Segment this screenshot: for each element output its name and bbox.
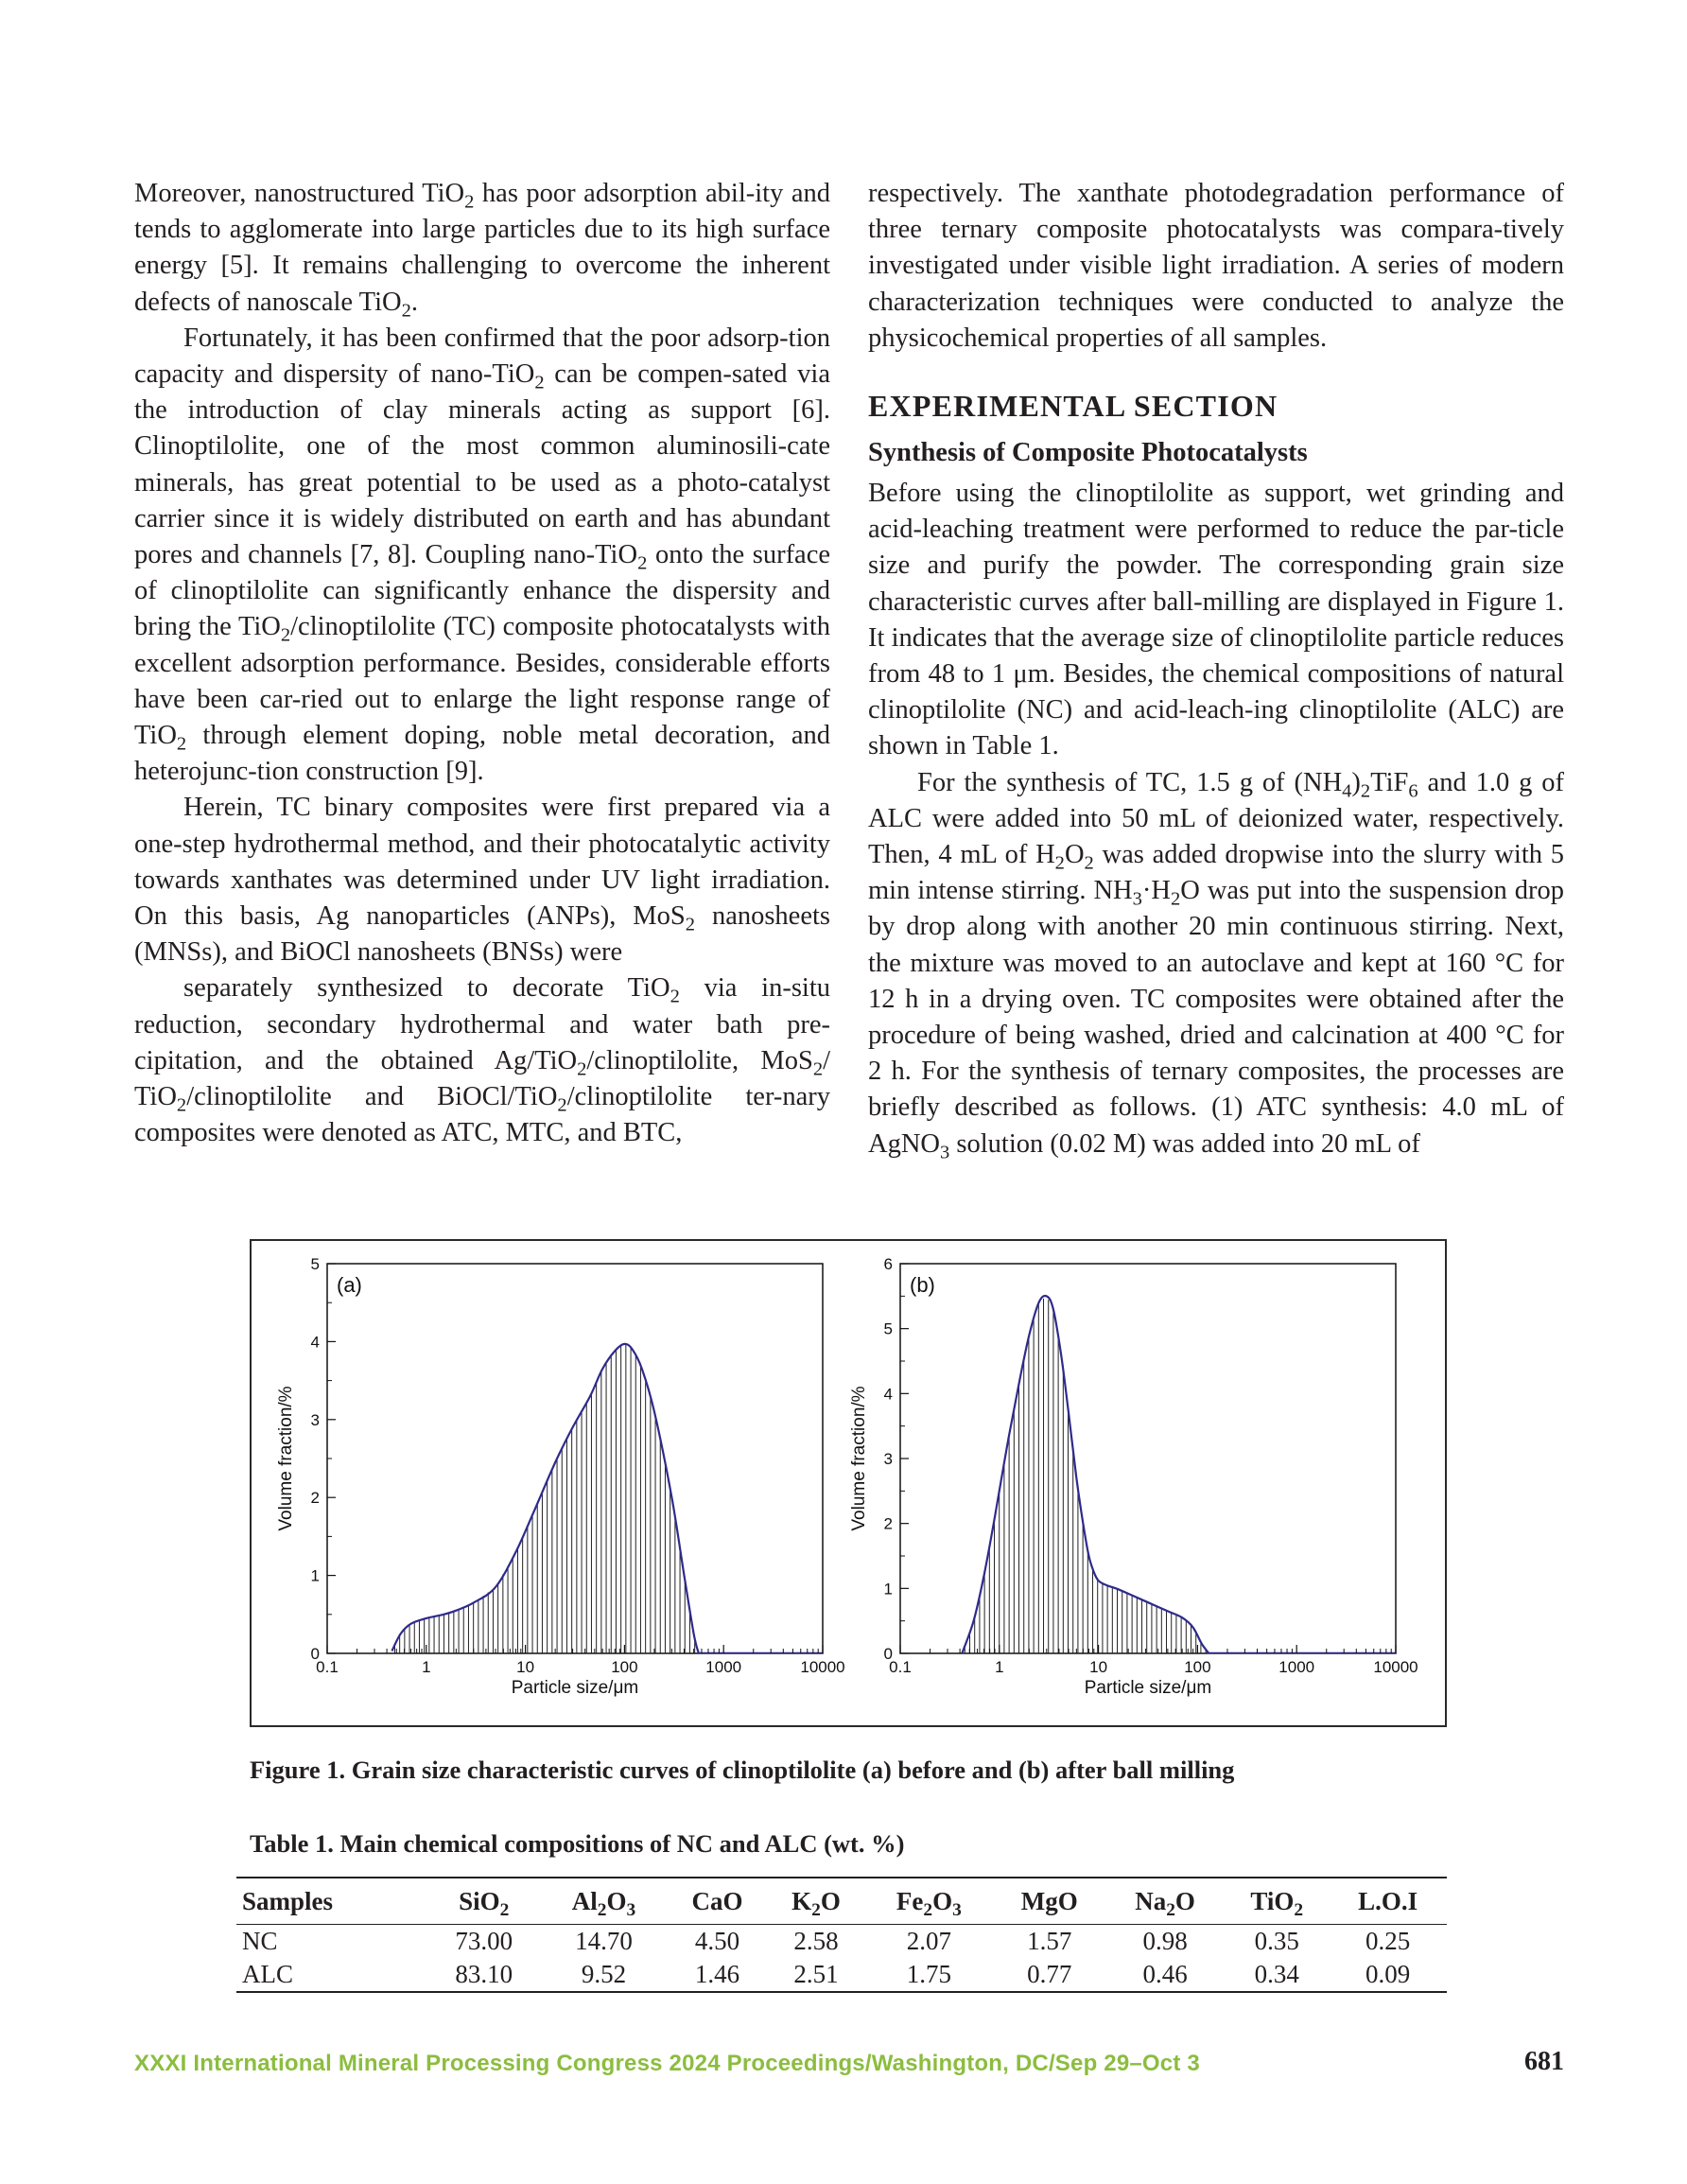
x-tick-label: 1000 (705, 1658, 742, 1676)
paragraph: separately synthesized to decorate TiO$_2$ via in-situ reduction, secondary hydrothermal and water bath pre-cipitation, and the obtained Ag/TiO$_2$/clinoptilolite, MoS$_2$/ TiO$_2$/clinoptilolite and BiOCl/TiO$_2$/clinoptilolite ter-nary composites were denoted as ATC, MTC, and BTC, (134, 973, 831, 1148)
table-cell: 1.75 (906, 1960, 951, 1988)
paragraph: For the synthesis of TC, 1.5 g of $(NH_4)_2TiF_6$ and 1.0 g of ALC were added into 50 mL of deionized water, respectively. Then, 4 mL of $H_2O_2$ was added dropwise into the slurry with 5 min intense stirring. $NH_3\cdot H_2O$ was put into the suspension drop by drop along with another 20 min continuous stirring. Next, the mixture was moved to an autoclave and kept at 160 °C for 12 h in a drying oven. TC composites were obtained after the procedure of being washed, dried and calcination at 400 °C for 2 h. For the synthesis of ternary composites, the processes are briefly described as follows. (1) ATC synthesis: 4.0 mL of AgNO$_3$ solution (0.02 M) was added into 20 mL of (868, 767, 1565, 1163)
y-tick-label: 6 (883, 1255, 893, 1273)
x-tick-label: 10 (1089, 1658, 1108, 1676)
paragraph: respectively. The xanthate photodegradation performance of three ternary composite photocatalysts was compara-tively investigated under visible light irradiation. A series of modern characterization techniques were conducted to analyze the physicochemical properties of all samples. (868, 179, 1564, 353)
table-cell: 73.00 (455, 1927, 513, 1955)
table-header-cell: TiO$_2$ (1250, 1886, 1304, 1920)
table-cell: 2.58 (793, 1927, 839, 1955)
paragraph: Before using the clinoptilolite as support, wet grinding and acid-leaching treatment were performed to reduce the par-ticle size and purify the powder. The corresponding grain size characteristic curves after ball-milling are displayed in Figure 1. It indicates that the average size of clinoptilolite particle reduces from 48 to 1 μm. Besides, the chemical compositions of natural clinoptilolite (NC) and acid-leach-ing clinoptilolite (ALC) are shown in Table 1. (868, 479, 1564, 761)
table-cell: 2.07 (906, 1927, 951, 1955)
table-cell: 0.09 (1365, 1960, 1411, 1988)
y-axis-title: Volume fraction/% (276, 1386, 296, 1531)
x-axis-title: Particle size/μm (511, 1678, 639, 1698)
y-tick-label: 5 (310, 1255, 320, 1273)
table-header-cell: SiO$_2$ (459, 1886, 510, 1920)
panel-label: (b) (910, 1273, 935, 1297)
y-tick-label: 0 (883, 1645, 893, 1663)
table-cell: 0.25 (1365, 1927, 1411, 1955)
y-tick-label: 2 (883, 1514, 893, 1533)
grain-size-charts (252, 1241, 1445, 1725)
table-header-cell: $K_2O$ (791, 1886, 841, 1920)
y-tick-label: 4 (883, 1385, 893, 1404)
y-tick-label: 1 (310, 1566, 320, 1585)
table-caption: Table 1. Main chemical compositions of NC and ALC (wt. %) (250, 1829, 905, 1858)
figure-caption: Figure 1. Grain size characteristic curves of clinoptilolite (a) before and (b) after ball milling (250, 1756, 1235, 1784)
table-header-cell: $Na_2O$ (1135, 1886, 1195, 1920)
x-tick-label: 10000 (800, 1658, 845, 1676)
table-cell: 2.51 (793, 1960, 839, 1988)
x-tick-label: 1 (995, 1658, 1004, 1676)
table-cell: 0.35 (1254, 1927, 1299, 1955)
x-tick-label: 100 (611, 1658, 638, 1676)
table-header-cell: $Fe_2O_3$ (896, 1886, 962, 1920)
x-tick-label: 10000 (1373, 1658, 1418, 1676)
panel-label: (a) (337, 1273, 362, 1297)
table-cell: 0.46 (1142, 1960, 1188, 1988)
x-tick-label: 100 (1184, 1658, 1211, 1676)
table-cell: ALC (242, 1960, 293, 1988)
figure-1 (250, 1239, 1447, 1727)
table-row (236, 1925, 1447, 1959)
y-tick-label: 5 (883, 1319, 893, 1338)
left-text-column (134, 176, 830, 1151)
right-text-column (868, 176, 1564, 1162)
page-number: 681 (1524, 2047, 1564, 2076)
x-tick-label: 1000 (1278, 1658, 1315, 1676)
x-tick-label: 1 (422, 1658, 431, 1676)
footer-conference: XXXI International Mineral Processing Congress 2024 Proceedings/Washington, DC/Sep 29–Oct 3 (134, 2051, 1200, 2076)
table-cell: 1.57 (1027, 1927, 1072, 1955)
table-header-cell: CaO (691, 1886, 743, 1915)
paragraph: Fortunately, it has been confirmed that the poor adsorp-tion capacity and dispersity of nano-TiO$_2$ can be compen-sated via the introduction of clay minerals acting as support [6]. Clinoptilolite, one of the most common aluminosili-cate minerals, has great potential to be used as a photo-catalyst carrier since it is widely distributed on earth and has abundant pores and channels [7, 8]. Coupling nano-TiO$_2$ onto the surface of clinoptilolite can significantly enhance the dispersity and bring the TiO$_2$/clinoptilolite (TC) composite photocatalysts with excellent adsorption performance. Besides, considerable efforts have been car-ried out to enlarge the light response range of TiO$_2$ through element doping, noble metal decoration, and heterojunc-tion construction [9]. (134, 323, 831, 787)
y-axis-title: Volume fraction/% (849, 1386, 869, 1531)
x-tick-label: 0.1 (889, 1658, 912, 1676)
composition-table (236, 1877, 1447, 1993)
x-tick-label: 10 (516, 1658, 535, 1676)
table-body (236, 1925, 1447, 1993)
y-tick-label: 3 (883, 1450, 893, 1468)
table-row (236, 1958, 1447, 1992)
y-tick-label: 4 (310, 1333, 320, 1352)
table-cell: 0.77 (1027, 1960, 1072, 1988)
y-tick-label: 2 (310, 1489, 320, 1508)
table-cell: NC (242, 1927, 278, 1955)
table-cell: 1.46 (694, 1960, 740, 1988)
table-header-cell: L.O.I (1358, 1886, 1418, 1915)
plot-frame (327, 1264, 823, 1653)
y-tick-label: 0 (310, 1645, 320, 1663)
plot-frame (900, 1264, 1396, 1653)
table-cell: 14.70 (575, 1927, 633, 1955)
table-cell: 9.52 (581, 1960, 627, 1988)
x-axis-title: Particle size/μm (1084, 1678, 1212, 1698)
paragraph: Herein, TC binary composites were first prepared via a one-step hydrothermal method, and their photocatalytic activity towards xanthates was determined under UV light irradiation. On this basis, Ag nanoparticles (ANPs), MoS$_2$ nanosheets (MNSs), and BiOCl nanosheets (BNSs) were (134, 793, 830, 968)
subsection-heading: Synthesis of Composite Photocatalysts (868, 438, 1308, 468)
table-header-cell: $Al_2O_3$ (571, 1886, 636, 1920)
table-cell: 0.98 (1142, 1927, 1188, 1955)
table-cell: 4.50 (694, 1927, 740, 1955)
y-tick-label: 1 (883, 1580, 893, 1599)
table-header-cell: Samples (242, 1886, 334, 1915)
table-header-cell: MgO (1020, 1886, 1078, 1915)
paragraph: Moreover, nanostructured TiO$_2$ has poor adsorption abil-ity and tends to agglomerate into large particles due to its high surface energy [5]. It remains challenging to overcome the inherent defects of nanoscale TiO$_2$. (134, 179, 830, 322)
table-header-row (236, 1878, 1447, 1925)
table-cell: 0.34 (1254, 1960, 1299, 1988)
x-tick-label: 0.1 (316, 1658, 339, 1676)
distribution-curve (391, 1344, 698, 1653)
table-cell: 83.10 (455, 1960, 513, 1988)
y-tick-label: 3 (310, 1410, 320, 1429)
section-heading: EXPERIMENTAL SECTION (868, 389, 1278, 424)
